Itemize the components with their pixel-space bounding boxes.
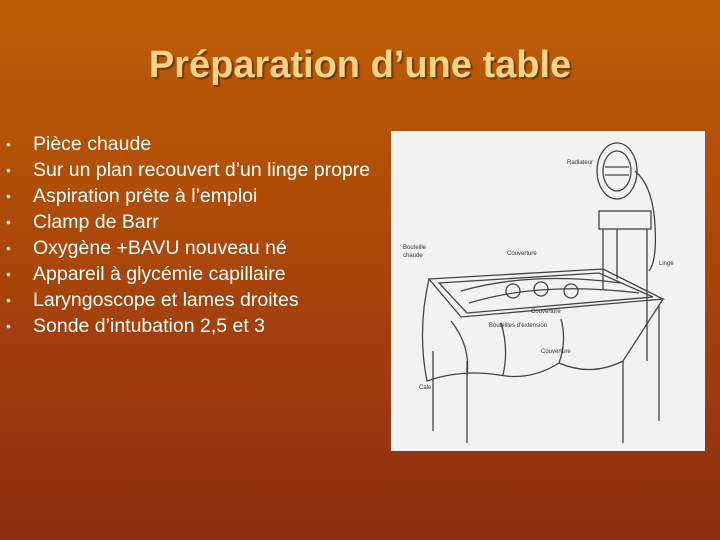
bullet-text: Clamp de Barr	[33, 211, 159, 233]
radiator-stand-top	[599, 211, 651, 229]
bullet-text: Laryngoscope et lames droites	[33, 289, 299, 311]
bullet-text: Sonde d’intubation 2,5 et 3	[33, 315, 266, 337]
bullet-item	[6, 315, 376, 337]
bullet-text: Appareil à glycémie capillaire	[33, 263, 286, 285]
neonatal-table-illustration	[391, 131, 705, 451]
bullet-text: Sur un plan recouvert d’un linge propre	[33, 159, 371, 181]
label-bouteilles-extension: Bouteilles d’extension	[489, 323, 548, 329]
label-couverture-mid: Couverture	[531, 309, 561, 315]
label-cale: Cale	[419, 385, 432, 391]
bullet-item	[6, 289, 376, 311]
radiator-cable	[635, 171, 655, 271]
bullet-dot-icon: •	[6, 266, 11, 282]
bottle-left	[506, 284, 520, 298]
drape	[422, 279, 663, 381]
bullet-item	[6, 185, 376, 207]
label-chaude: chaude	[403, 253, 423, 259]
bullet-dot-icon: •	[6, 240, 11, 256]
label-couverture-top: Couverture	[507, 251, 537, 257]
bullet-dot-icon: •	[6, 162, 11, 178]
label-linge: Linge	[659, 261, 674, 267]
label-bouteille: Bouteille	[403, 245, 427, 251]
table-sketch	[391, 131, 705, 451]
bullet-item	[6, 133, 376, 155]
bullet-dot-icon: •	[6, 214, 11, 230]
label-couverture-bottom: Couverture	[541, 349, 571, 355]
bullet-dot-icon: •	[6, 318, 11, 334]
bullet-item	[6, 263, 376, 285]
bullet-text: Pièce chaude	[33, 133, 152, 155]
label-radiateur: Radiateur	[567, 160, 594, 166]
bullet-list	[6, 133, 376, 341]
bullet-item	[6, 159, 376, 181]
bullet-text: Oxygène +BAVU nouveau né	[33, 237, 287, 259]
slide-title: Préparation d’une table	[148, 44, 572, 86]
bullet-dot-icon: •	[6, 136, 11, 152]
bullet-item	[6, 211, 376, 233]
bullet-dot-icon: •	[6, 292, 11, 308]
bullet-item	[6, 237, 376, 259]
bullet-dot-icon: •	[6, 188, 11, 204]
bottle-right	[564, 284, 578, 298]
bullet-text: Aspiration prête à l’emploi	[33, 185, 258, 207]
